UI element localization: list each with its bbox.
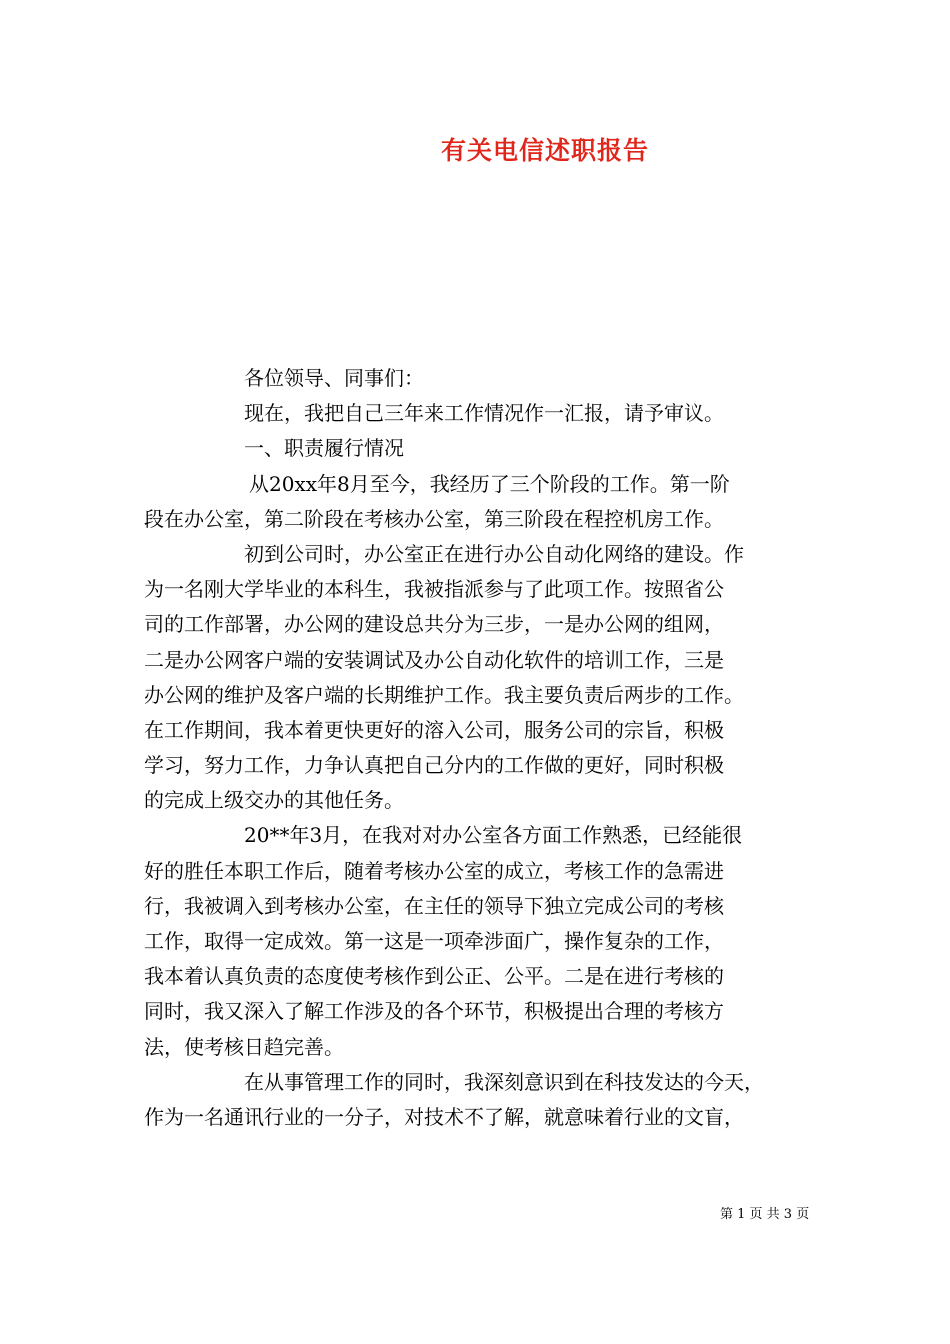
text-line: 办公网的维护及客户端的长期维护工作。我主要负责后两步的工作。 bbox=[144, 682, 744, 707]
text-line: 好的胜任本职工作后，随着考核办公室的成立，考核工作的急需进 bbox=[144, 858, 724, 883]
text-line: 在从事管理工作的同时，我深刻意识到在科技发达的今天， bbox=[244, 1069, 764, 1094]
text-line: 作为一名通讯行业的一分子，对技术不了解，就意味着行业的文盲， bbox=[144, 1104, 744, 1129]
text-line: 的完成上级交办的其他任务。 bbox=[144, 788, 404, 813]
text-line: 司的工作部署，办公网的建设总共分为三步，一是办公网的组网， bbox=[144, 612, 724, 637]
text-line: 20**年3月，在我对对办公室各方面工作熟悉，已经能很 bbox=[244, 823, 743, 848]
page-number: 第 1 页 共 3 页 bbox=[720, 1207, 810, 1222]
text-line: 在工作期间，我本着更快更好的溶入公司，服务公司的宗旨，积极 bbox=[144, 717, 724, 742]
document-title: 有关电信述职报告 bbox=[440, 136, 649, 165]
text-line: 二是办公网客户端的安装调试及办公自动化软件的培训工作，三是 bbox=[144, 647, 724, 672]
text-line: 从20xx年8月至今，我经历了三个阶段的工作。第一阶 bbox=[249, 471, 730, 496]
text-line: 学习，努力工作，力争认真把自己分内的工作做的更好，同时积极 bbox=[144, 753, 724, 778]
text-line: 工作，取得一定成效。第一这是一项牵涉面广，操作复杂的工作， bbox=[144, 929, 724, 953]
section-heading: 一、职责履行情况 bbox=[244, 436, 404, 461]
text-line: 现在，我把自己三年来工作情况作一汇报，请予审议。 bbox=[244, 401, 724, 426]
salutation: 各位领导、同事们： bbox=[244, 366, 424, 390]
text-line: 同时，我又深入了解工作涉及的各个环节，积极提出合理的考核方 bbox=[144, 999, 724, 1024]
text-line: 法，使考核日趋完善。 bbox=[144, 1034, 344, 1059]
text-line: 我本着认真负责的态度使考核作到公正、公平。二是在进行考核的 bbox=[144, 964, 724, 989]
text-line: 为一名刚大学毕业的本科生，我被指派参与了此项工作。按照省公 bbox=[144, 577, 724, 602]
document-body bbox=[144, 361, 819, 1135]
text-line: 初到公司时，办公室正在进行办公自动化网络的建设。作 bbox=[244, 541, 744, 566]
text-line: 行，我被调入到考核办公室，在主任的领导下独立完成公司的考核 bbox=[144, 893, 724, 918]
text-line: 段在办公室，第二阶段在考核办公室，第三阶段在程控机房工作。 bbox=[144, 506, 724, 531]
